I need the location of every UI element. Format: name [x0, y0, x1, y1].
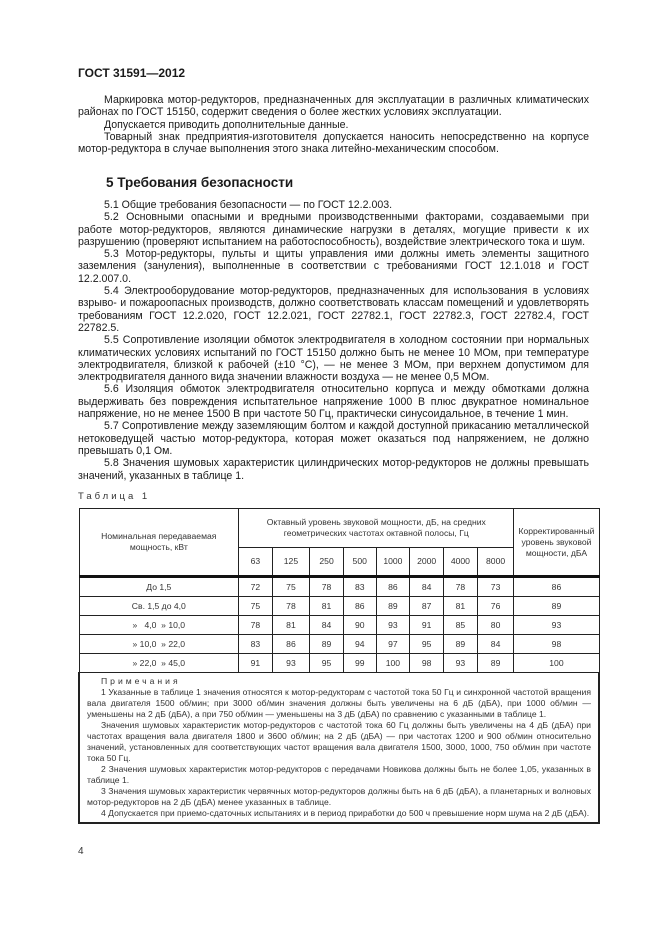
intro-text — [78, 94, 589, 155]
cell: 80 — [477, 616, 514, 635]
paragraph-5-5: 5.5 Сопротивление изоляции обмоток электродвигателя в холодном состоянии при нормальных климатических условиях испытаний по ГОСТ 15150 должно быть не менее 10 МОм, при температуре электродвигателя, близкой к рабочей (±10 °С), — не менее 3 МОм, при верхнем допустимом для электродвигателя данного вида значении влажности воздуха — не менее 0,5 МОм. — [78, 334, 589, 384]
cell: 85 — [444, 616, 478, 635]
cell: 89 — [477, 654, 514, 673]
document-header: ГОСТ 31591—2012 — [78, 66, 186, 80]
table-row — [79, 654, 599, 673]
cell: 91 — [410, 616, 444, 635]
cell: 87 — [410, 597, 444, 616]
header-octave: Октавный уровень звуковой мощности, дБ, на средних геометрических частотах октавной полосы, Гц — [239, 509, 514, 548]
cell: 81 — [444, 597, 478, 616]
cell: 89 — [444, 635, 478, 654]
table-caption: Таблица 1 — [78, 491, 151, 502]
noise-table — [78, 508, 600, 824]
note-item: 1 Указанные в таблице 1 значения относятся к мотор-редукторам с частотой тока 50 Гц и синхронной частотой вращения вала двигателя 1500 об/мин; при 3000 об/мин значения должны быть увеличены на 6 дБ (дБА), при 1000 об/мин — уменьшены на 2 дБ (дБА), а при 750 об/мин — уменьшены на 3 дБ (дБА) по сравнению с указанными в таблице 1. — [87, 687, 591, 719]
cell: 97 — [376, 635, 410, 654]
cell: 98 — [410, 654, 444, 673]
cell-corrected: 89 — [514, 597, 599, 616]
cell-corrected: 93 — [514, 616, 599, 635]
note-item: 4 Допускается при приемо-сдаточных испытаниях и в период приработки до 500 ч превышение норм шума на 2 дБ (дБА). — [101, 808, 590, 818]
row-label: Св. 1,5 до 4,0 — [79, 597, 239, 616]
paragraph-5-1: 5.1 Общие требования безопасности — по ГОСТ 12.2.003. — [104, 199, 393, 211]
notes-title: Примечания — [101, 676, 181, 686]
freq-250: 250 — [310, 548, 344, 577]
cell-corrected: 98 — [514, 635, 599, 654]
section-title: 5 Требования безопасности — [106, 175, 294, 190]
paragraph-5-4: 5.4 Электрооборудование мотор-редукторов, предназначенных для использования в условиях взрыво- и пожароопасных производств, должно соответствовать классам помещений и удовлетворять требованиям ГОСТ 12.2.020, ГОСТ 12.2.021, ГОСТ 22782.1, ГОСТ 22782.3, ГОСТ 22782.4, ГОСТ 22782.5. — [78, 285, 589, 334]
cell: 95 — [410, 635, 444, 654]
note-item: 2 Значения шумовых характеристик мотор-редукторов с передачами Новикова должны быть не более 1,05, указанных в таблице 1. — [87, 764, 591, 785]
cell: 78 — [444, 577, 478, 597]
cell-corrected: 100 — [514, 654, 599, 673]
page-number: 4 — [78, 846, 84, 857]
paragraph-5-3: 5.3 Мотор-редукторы, пульты и щиты управления ими должны иметь элементы защитного заземления (зануления), выполненные в соответствии с требованиями ГОСТ 12.1.018 и ГОСТ 12.2.007.0. — [78, 248, 589, 285]
cell: 89 — [376, 597, 410, 616]
cell: 73 — [477, 577, 514, 597]
freq-8000: 8000 — [477, 548, 514, 577]
cell: 76 — [477, 597, 514, 616]
cell: 78 — [310, 577, 344, 597]
cell: 86 — [272, 635, 310, 654]
cell: 86 — [343, 597, 376, 616]
row-label: » 4,0 » 10,0 — [79, 616, 239, 635]
cell: 84 — [310, 616, 344, 635]
cell: 93 — [376, 616, 410, 635]
freq-63: 63 — [239, 548, 273, 577]
paragraph: Товарный знак предприятия-изготовителя допускается наносить непосредственно на корпусе мотор-редуктора в случае выполнения этого знака литейно-механическим способом. — [78, 130, 589, 156]
freq-1000: 1000 — [376, 548, 410, 577]
cell: 86 — [376, 577, 410, 597]
cell: 84 — [477, 635, 514, 654]
freq-500: 500 — [343, 548, 376, 577]
cell: 93 — [272, 654, 310, 673]
paragraph-5-2: 5.2 Основными опасными и вредными производственными факторами, создаваемыми при работе мотор-редукторов, являются динамические нагрузки в деталях, могущие привести к их разрушению (проверяют испытанием на работоспособность), воздействие электрического тока и шум. — [78, 211, 589, 248]
table-row — [79, 577, 599, 597]
table-row — [79, 597, 599, 616]
cell: 81 — [272, 616, 310, 635]
cell: 83 — [343, 577, 376, 597]
cell: 90 — [343, 616, 376, 635]
cell-corrected: 86 — [514, 577, 599, 597]
cell: 72 — [239, 577, 273, 597]
paragraph: Маркировка мотор-редукторов, предназначенных для эксплуатации в различных климатических районах по ГОСТ 15150, содержит сведения о более жестких условиях эксплуатации. — [78, 94, 589, 119]
cell: 75 — [239, 597, 273, 616]
cell: 83 — [239, 635, 273, 654]
freq-4000: 4000 — [444, 548, 478, 577]
cell: 81 — [310, 597, 344, 616]
table-row — [79, 635, 599, 654]
note-item: Значения шумовых характеристик мотор-редукторов с частотой тока 60 Гц должны быть увеличены на 4 дБ (дБА) при частотах вращения вала двигателя 1800 и 3600 об/мин; на 2 дБ (дБА) — при частотах 1200 и 900 об/мин относительно значений, установленных для соответствующих частот вращения вала двигателя 1500, 3000, 1000, 750 об/мин при частоте тока 50 Гц. — [87, 720, 591, 763]
freq-2000: 2000 — [410, 548, 444, 577]
cell: 99 — [343, 654, 376, 673]
cell: 95 — [310, 654, 344, 673]
cell: 78 — [239, 616, 273, 635]
cell: 89 — [310, 635, 344, 654]
header-power: Номинальная передаваемая мощность, кВт — [79, 509, 239, 577]
freq-125: 125 — [272, 548, 310, 577]
table-row — [79, 616, 599, 635]
cell: 93 — [444, 654, 478, 673]
cell: 78 — [272, 597, 310, 616]
header-corrected: Корректированный уровень звуковой мощности, дБА — [514, 509, 599, 577]
row-label: До 1,5 — [79, 577, 239, 597]
table-notes — [79, 673, 599, 824]
note-item: 3 Значения шумовых характеристик червячных мотор-редукторов должны быть на 6 дБ (дБА), а планетарных и волновых мотор-редукторов на 2 дБ (дБА) менее указанных в таблице. — [87, 786, 591, 807]
section-text — [78, 199, 589, 482]
row-label: » 22,0 » 45,0 — [79, 654, 239, 673]
row-label: » 10,0 » 22,0 — [79, 635, 239, 654]
paragraph-5-6: 5.6 Изоляция обмоток электродвигателя относительно корпуса и между обмотками должна выдерживать без повреждения испытательное напряжение 1000 В плюс двукратное номинальное напряжение, но не менее 1500 В при частоте 50 Гц, практически синусоидальное, в течение 1 мин. — [78, 383, 589, 421]
cell: 75 — [272, 577, 310, 597]
cell: 84 — [410, 577, 444, 597]
cell: 94 — [343, 635, 376, 654]
paragraph-5-7: 5.7 Сопротивление между заземляющим болтом и каждой доступной прикасанию металлической нетоковедущей частью мотор-редуктора, которая может оказаться под напряжением, не должно превышать 0,1 Ом. — [78, 420, 589, 457]
paragraph: Допускается приводить дополнительные данные. — [104, 118, 349, 131]
cell: 91 — [239, 654, 273, 673]
cell: 100 — [376, 654, 410, 673]
paragraph-5-8: 5.8 Значения шумовых характеристик цилиндрических мотор-редукторов не должны превышать значений, указанных в таблице 1. — [78, 457, 589, 482]
notes-row — [79, 673, 599, 824]
